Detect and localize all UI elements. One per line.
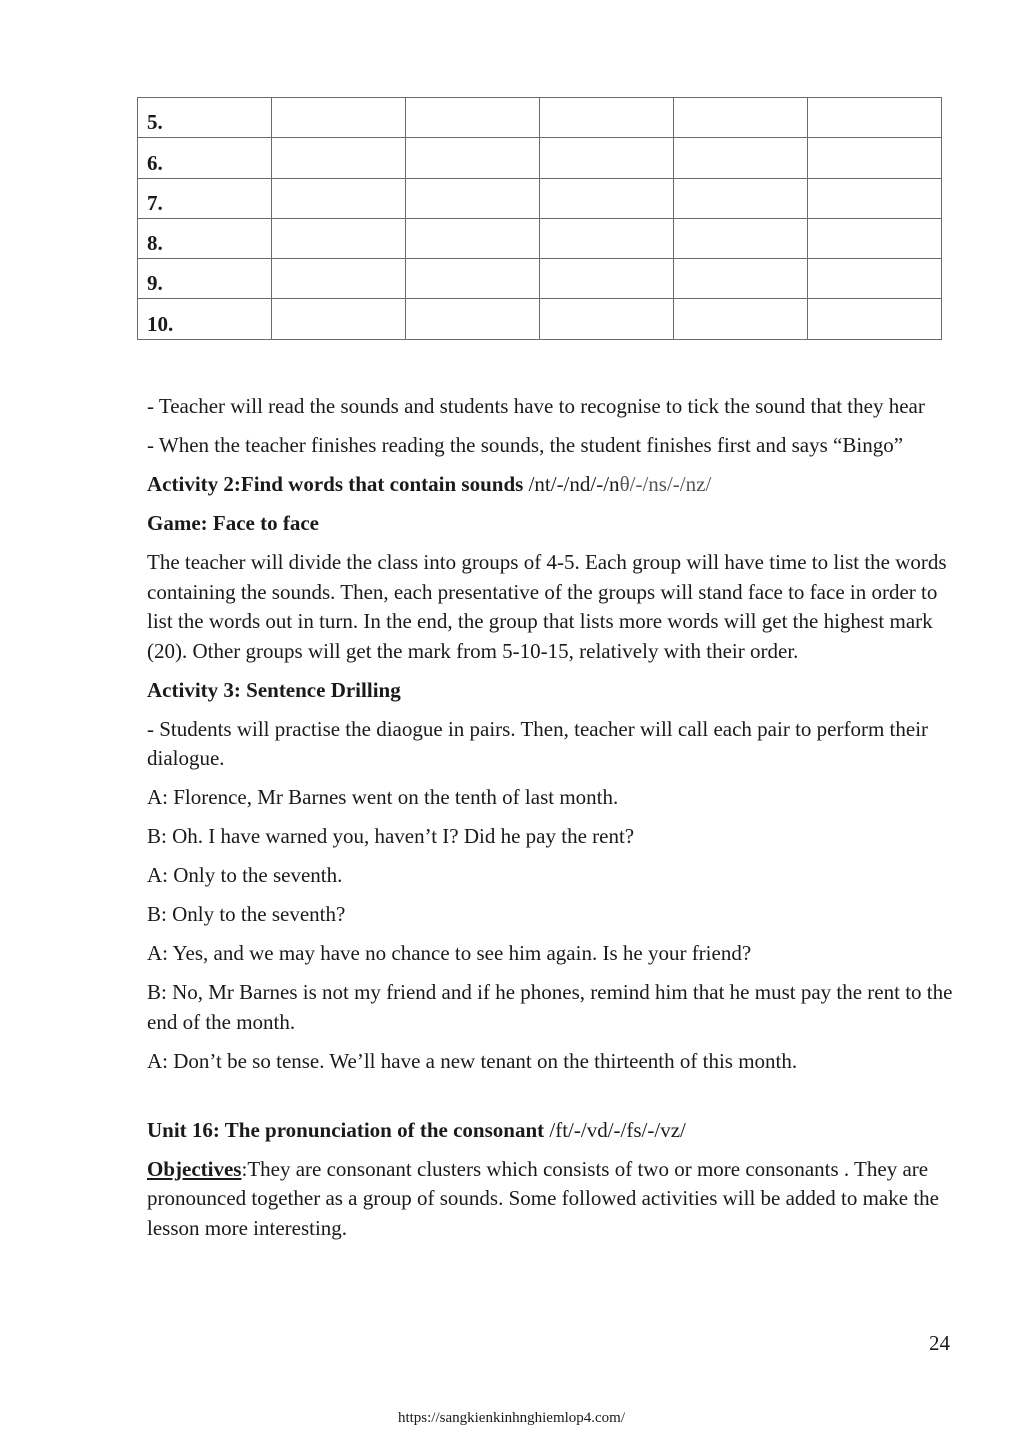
row-number-cell: 7. (138, 178, 272, 218)
empty-cell (808, 98, 942, 138)
dialogue-line: B: Oh. I have warned you, haven’t I? Did he pay the rent? (147, 824, 635, 848)
objectives-paragraph: Objectives:They are consonant clusters which consists of two or more consonants . They are pronounced together as a group of sounds. Some followed activities will be added to make the lesson more interesting. (147, 1156, 939, 1240)
empty-cell (808, 178, 942, 218)
row-number-cell: 6. (138, 138, 272, 178)
empty-cell (540, 259, 674, 299)
dialogue-line: B: Only to the seventh? (147, 902, 346, 926)
table-row (138, 138, 942, 178)
empty-cell (406, 98, 540, 138)
empty-cell (406, 259, 540, 299)
instruction-item: - Teacher will read the sounds and students have to recognise to tick the sound that they hear (147, 394, 925, 418)
table-row (138, 299, 942, 339)
empty-cell (272, 259, 406, 299)
empty-cell (406, 299, 540, 339)
empty-cell (674, 98, 808, 138)
empty-cell (540, 138, 674, 178)
empty-cell (272, 178, 406, 218)
table-row (138, 178, 942, 218)
row-number-cell: 9. (138, 259, 272, 299)
bingo-table (137, 97, 942, 340)
dialogue-line: A: Florence, Mr Barnes went on the tenth of last month. (147, 785, 619, 809)
empty-cell (406, 138, 540, 178)
objectives-label: Objectives (147, 1156, 242, 1181)
row-number-cell: 5. (138, 98, 272, 138)
dialogue-line: A: Don’t be so tense. We’ll have a new tenant on the thirteenth of this month. (147, 1048, 798, 1073)
empty-cell (540, 218, 674, 258)
empty-cell (674, 218, 808, 258)
dialogue-line: B: No, Mr Barnes is not my friend and if he phones, remind him that he must pay the rent to the end of the month. (147, 980, 953, 1034)
empty-cell (674, 299, 808, 339)
empty-cell (406, 178, 540, 218)
empty-cell (808, 138, 942, 178)
table-row (138, 218, 942, 258)
empty-cell (674, 178, 808, 218)
empty-cell (406, 218, 540, 258)
empty-cell (272, 98, 406, 138)
empty-cell (674, 138, 808, 178)
dialogue-line: A: Only to the seventh. (147, 863, 343, 887)
instruction-item: - When the teacher finishes reading the sounds, the student finishes first and says “Bingo” (147, 433, 904, 457)
dialogue-line: A: Yes, and we may have no chance to see him again. Is he your friend? (147, 941, 752, 965)
unit16-heading: Unit 16: The pronunciation of the consonant /ft/-/vd/-/fs/-/vz/ (147, 1117, 686, 1142)
row-number-cell: 10. (138, 299, 272, 339)
empty-cell (272, 299, 406, 339)
empty-cell (808, 259, 942, 299)
empty-cell (540, 299, 674, 339)
empty-cell (540, 98, 674, 138)
activity2-heading: Activity 2:Find words that contain sounds /nt/-/nd/-/nθ/-/ns/-/nz/ (147, 472, 712, 496)
footer-url[interactable]: https://sangkienkinhnghiemlop4.com/ (397, 1410, 626, 1426)
empty-cell (674, 259, 808, 299)
page-content (147, 392, 959, 1253)
empty-cell (272, 138, 406, 178)
game-description: The teacher will divide the class into groups of 4-5. Each group will have time to list the words containing the sounds. Then, each presentative of the groups will stand face to face in order to list the words out in turn. In the end, the group that lists more words will get the highest mark (20). Other groups will get the mark from 5-10-15, relatively with their order. (147, 550, 947, 663)
page-number: 24 (929, 1331, 950, 1355)
activity3-instruction: - Students will practise the diaogue in pairs. Then, teacher will call each pair to perform their dialogue. (147, 716, 929, 770)
table-row (138, 98, 942, 138)
empty-cell (808, 299, 942, 339)
table-row (138, 259, 942, 299)
empty-cell (808, 218, 942, 258)
empty-cell (540, 178, 674, 218)
game-heading: Game: Face to face (147, 511, 319, 535)
empty-cell (272, 218, 406, 258)
row-number-cell: 8. (138, 218, 272, 258)
activity3-heading: Activity 3: Sentence Drilling (147, 677, 401, 702)
